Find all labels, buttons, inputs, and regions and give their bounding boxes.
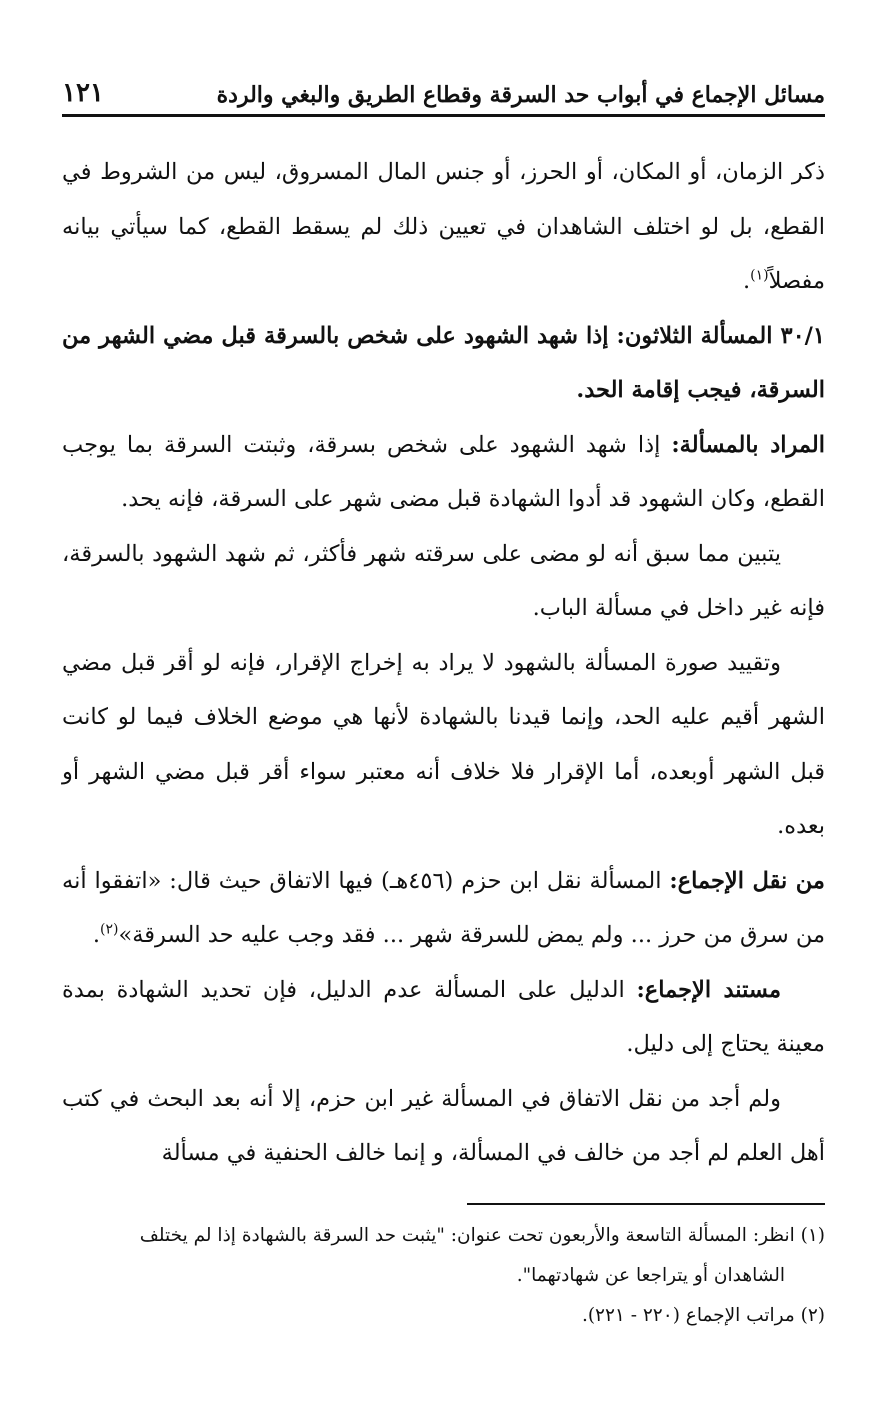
- paragraph-evidence: [62, 963, 825, 1072]
- consensus-text: المسألة نقل ابن حزم (٤٥٦هـ) فيها الاتفاق حيث قال: «اتفقوا أنه من سرق من حرز ... ولم يمض للسرقة شهر ... فقد وجب عليه حد السرقة»: [62, 867, 825, 948]
- footnote-ref-1: (١): [750, 267, 769, 284]
- definition-text: إذا شهد الشهود على شخص بسرقة، وثبتت السرقة بما يوجب القطع، وكان الشهود قد أدوا الشهادة قبل مضى شهر على السرقة، فإنه يحد.: [62, 431, 825, 512]
- body-text: [62, 145, 825, 1181]
- evidence-text: الدليل على المسألة عدم الدليل، فإن تحديد الشهادة بمدة معينة يحتاج إلى دليل.: [62, 976, 825, 1057]
- paragraph-definition: [62, 418, 825, 527]
- running-header: [62, 64, 825, 117]
- page-number: ١٢١: [62, 78, 104, 108]
- issue-heading: ٣٠/١ المسألة الثلاثون: إذا شهد الشهود على شخص بالسرقة قبل مضي الشهر من السرقة، فيجب إقامة الحد.: [62, 322, 825, 403]
- header-title: مسائل الإجماع في أبواب حد السرقة وقطاع الطريق والبغي والردة: [216, 82, 825, 108]
- footnote-2: (٢) مراتب الإجماع (٢٢٠ - ٢٢١).: [581, 1305, 825, 1326]
- evidence-lead: مستند الإجماع:: [636, 976, 781, 1003]
- footnote-divider: [467, 1203, 825, 1205]
- footnote-ref-2: (٢): [100, 921, 119, 938]
- paragraph-dissent: ولم أجد من نقل الاتفاق في المسألة غير ابن حزم، إلا أنه بعد البحث في كتب أهل العلم لم أجد من خالف في المسألة، و إنما خالف الحنفية في مسألة: [62, 1085, 825, 1166]
- paragraph-clarification: يتبين مما سبق أنه لو مضى على سرقته شهر فأكثر، ثم شهد الشهود بالسرقة، فإنه غير داخل في مسألة الباب.: [62, 540, 825, 621]
- consensus-end: .: [92, 922, 100, 948]
- paragraph-1: [62, 145, 825, 309]
- paragraph-consensus-source: [62, 854, 825, 963]
- paragraph-restriction: وتقييد صورة المسألة بالشهود لا يراد به إخراج الإقرار، فإنه لو أقر قبل مضي الشهر أقيم عليه الحد، وإنما قيدنا بالشهادة لأنها هي موضع الخلاف فيما لو كانت قبل الشهر أوبعده، أما الإقرار فلا خلاف أنه معتبر سواء أقر قبل مضي الشهر أو بعده.: [62, 649, 825, 839]
- paragraph-1-text: ذكر الزمان، أو المكان، أو الحرز، أو جنس المال المسروق، ليس من الشروط في القطع، بل لو اختلف الشاهدان في تعيين ذلك لم يسقط القطع، كما سيأتي بيانه مفصلاً: [62, 159, 825, 294]
- footnotes: [62, 1216, 825, 1336]
- footnote-1-continuation: الشاهدان أو يتراجعا عن شهادتهما".: [516, 1265, 785, 1286]
- paragraph-1-end: .: [743, 268, 751, 294]
- consensus-lead: من نقل الإجماع:: [669, 867, 825, 894]
- footnote-1: (١) انظر: المسألة التاسعة والأربعون تحت عنوان: "يثبت حد السرقة بالشهادة إذا لم يختلف: [139, 1225, 825, 1246]
- definition-lead: المراد بالمسألة:: [671, 431, 825, 458]
